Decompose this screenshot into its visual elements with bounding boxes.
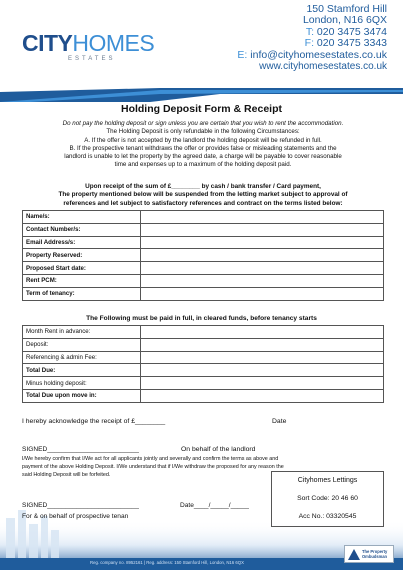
email-field[interactable] bbox=[141, 236, 384, 249]
table-row bbox=[23, 211, 384, 224]
confirm-line-2: payment of the above Holding Deposit. I/We understand that if I/We withdraw the proposed for any reason the bbox=[22, 463, 284, 470]
field-label: Name/s: bbox=[23, 211, 141, 224]
bank-details-box bbox=[271, 471, 384, 527]
table-row bbox=[23, 326, 384, 339]
footer-registration: Reg. company no. 8952161 | Reg. address: 150 Stamford Hill, London, N16 6QX bbox=[90, 560, 244, 565]
table-row bbox=[23, 364, 384, 377]
clause-a: A. If the offer is not accepted by the landlord the holding deposit will be refunded in full. bbox=[84, 136, 322, 144]
table-row bbox=[23, 274, 384, 287]
table-row bbox=[23, 262, 384, 275]
minus-holding-field[interactable] bbox=[141, 377, 384, 390]
confirm-line-3: said Holding Deposit will be forfeited. bbox=[22, 471, 111, 478]
name-field[interactable] bbox=[141, 211, 384, 224]
ombudsman-text: The Property Ombudsman bbox=[362, 549, 388, 559]
behalf-tenant-label: For & on behalf of prospective tenan bbox=[22, 513, 129, 520]
table-row bbox=[23, 249, 384, 262]
field-label: Rent PCM: bbox=[23, 274, 141, 287]
warning-text: Do not pay the holding deposit or sign unless you are certain that you wish to rent the accommodation. bbox=[62, 120, 344, 127]
field-label: Proposed Start date: bbox=[23, 262, 141, 275]
company-logo bbox=[22, 30, 155, 62]
clause-b-line-2: landlord is unable to let the property by the agreed date, a charge will be payable to cover reasonable bbox=[64, 153, 342, 161]
payment-table bbox=[22, 325, 384, 403]
tenant-signature-line[interactable]: SIGNED_________________________ bbox=[22, 502, 139, 509]
clause-b-line-1: B. If the prospective tenant withdraws the offer or provides false or misleading statements and the bbox=[69, 144, 337, 152]
account-number: Acc No.: 03320545 bbox=[298, 513, 357, 520]
table-row bbox=[23, 377, 384, 390]
receipt-line-2: The property mentioned below will be suspended from the letting market subject to approval of bbox=[58, 191, 348, 199]
refund-intro: The Holding Deposit is only refundable in the following Circumstances: bbox=[106, 128, 300, 136]
sort-code: Sort Code: 20 46 60 bbox=[297, 495, 358, 502]
table-row bbox=[23, 236, 384, 249]
deposit-field[interactable] bbox=[141, 338, 384, 351]
rent-pcm-field[interactable] bbox=[141, 274, 384, 287]
field-label: Email Address/s: bbox=[23, 236, 141, 249]
table-row bbox=[23, 223, 384, 236]
tenant-date-line[interactable]: Date____/_____/_____ bbox=[180, 502, 249, 509]
ombudsman-triangle-icon bbox=[348, 549, 360, 560]
logo-tagline: ESTATES bbox=[68, 56, 116, 62]
fax-line: F: 020 3475 3343 bbox=[304, 37, 387, 50]
field-label: Contact Number/s: bbox=[23, 223, 141, 236]
website-line: www.cityhomesestates.co.uk bbox=[259, 61, 387, 73]
contact-number-field[interactable] bbox=[141, 223, 384, 236]
phone-line: T: 020 3475 3474 bbox=[305, 25, 387, 38]
table-row bbox=[23, 389, 384, 402]
property-ombudsman-logo bbox=[344, 545, 394, 563]
contact-block bbox=[237, 4, 387, 72]
date-label: Date bbox=[272, 418, 287, 425]
header-banner bbox=[0, 88, 403, 102]
property-field[interactable] bbox=[141, 249, 384, 262]
admin-fee-field[interactable] bbox=[141, 351, 384, 364]
confirm-line-1: I/We hereby confirm that I/We act for all applicants jointly and severally and confirm the terms as above and bbox=[22, 456, 279, 462]
receipt-terms bbox=[22, 183, 384, 208]
acknowledge-line: I hereby acknowledge the receipt of £________ bbox=[22, 418, 166, 425]
logo-wordmark: CITYHOMES bbox=[22, 30, 155, 56]
total-move-in-field[interactable] bbox=[141, 389, 384, 402]
receipt-line-3: references and let subject to satisfactory references and contract on the terms listed below: bbox=[63, 199, 343, 207]
field-label: Term of tenancy: bbox=[23, 287, 141, 300]
month-rent-field[interactable] bbox=[141, 326, 384, 339]
address-line-2: London, N16 6QX bbox=[302, 14, 387, 27]
table-row bbox=[23, 287, 384, 300]
total-due-field[interactable] bbox=[141, 364, 384, 377]
payment-label: Total Due: bbox=[23, 364, 141, 377]
page-title: Holding Deposit Form & Receipt bbox=[120, 103, 282, 115]
start-date-field[interactable] bbox=[141, 262, 384, 275]
payment-label: Month Rent in advance: bbox=[23, 326, 141, 339]
address-line-1: 150 Stamford Hill bbox=[306, 3, 387, 15]
payment-label: Minus holding deposit: bbox=[23, 377, 141, 390]
payment-label: Referencing & admin Fee: bbox=[23, 351, 141, 364]
tenant-details-table bbox=[22, 210, 384, 301]
landlord-signature-line[interactable]: SIGNED_________________________ bbox=[22, 446, 139, 453]
payment-label: Total Due upon move in: bbox=[23, 389, 141, 402]
bank-account-name: Cityhomes Lettings bbox=[297, 477, 358, 484]
field-label: Property Reserved: bbox=[23, 249, 141, 262]
behalf-landlord-label: On behalf of the landlord bbox=[181, 446, 256, 453]
intro-text bbox=[22, 120, 384, 170]
payment-heading: The Following must be paid in full, in cleared funds, before tenancy starts bbox=[86, 315, 317, 322]
clause-b-line-3: time and expenses up to a maximum of the holding deposit paid. bbox=[114, 161, 292, 169]
email-line: E: info@cityhomesestates.co.uk bbox=[237, 48, 387, 61]
table-row bbox=[23, 351, 384, 364]
payment-label: Deposit: bbox=[23, 338, 141, 351]
table-row bbox=[23, 338, 384, 351]
tenancy-term-field[interactable] bbox=[141, 287, 384, 300]
receipt-line-1: Upon receipt of the sum of £________ by cash / bank transfer / Card payment, bbox=[85, 183, 321, 190]
